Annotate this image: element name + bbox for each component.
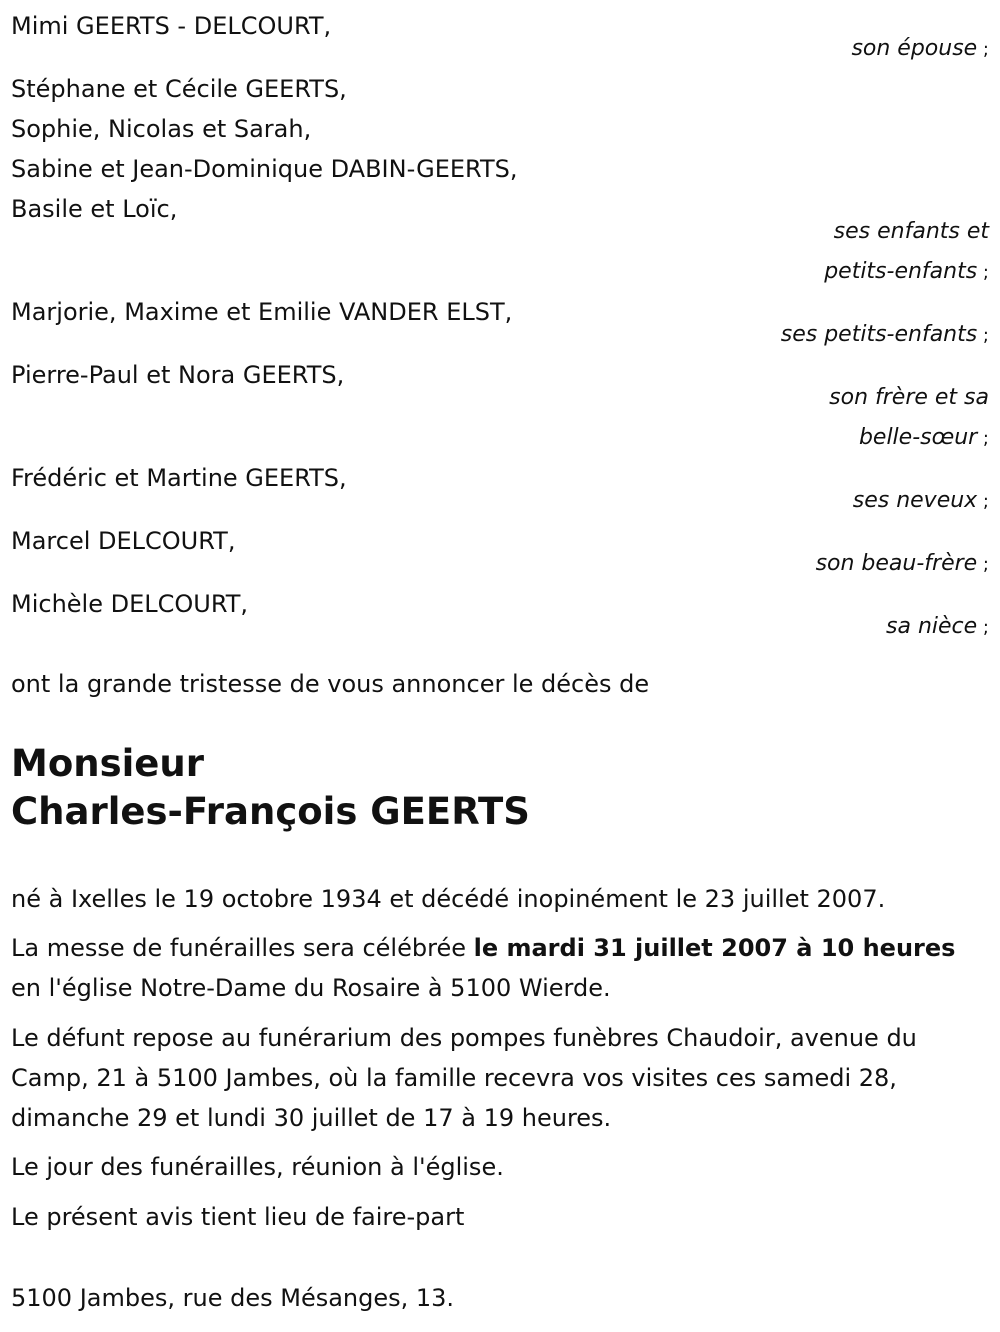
family-name-line: Sabine et Jean-Dominique DABIN-GEERTS, — [11, 155, 518, 183]
relation-label: son épouse ; — [851, 36, 989, 61]
family-name-line: Pierre-Paul et Nora GEERTS, — [11, 361, 345, 389]
announcement-text: ont la grande tristesse de vous annoncer le décès de — [11, 670, 650, 698]
relation-label: belle-sœur ; — [858, 425, 989, 450]
address-text: 5100 Jambes, rue des Mésanges, 13. — [11, 1284, 455, 1312]
relation-label: petits-enfants ; — [824, 259, 989, 284]
deceased-name: Charles-François GEERTS — [11, 790, 530, 833]
relation-label: ses petits-enfants ; — [780, 322, 989, 347]
funeral-day-text: Le jour des funérailles, réunion à l'église. — [11, 1153, 504, 1181]
deceased-name-block — [11, 740, 530, 836]
family-name-line: Michèle DELCOURT, — [11, 590, 249, 618]
relation-label: ses neveux ; — [852, 488, 989, 513]
deceased-title: Monsieur — [11, 742, 204, 785]
family-name-line: Marcel DELCOURT, — [11, 527, 236, 555]
family-name-line: Basile et Loïc, — [11, 195, 178, 223]
relation-label: son frère et sa — [829, 385, 989, 410]
family-name-line: Marjorie, Maxime et Emilie VANDER ELST, — [11, 298, 513, 326]
relation-label: ses enfants et — [833, 219, 989, 244]
family-name-line: Stéphane et Cécile GEERTS, — [11, 75, 347, 103]
mass-date-time: le mardi 31 juillet 2007 à 10 heures — [473, 934, 956, 962]
relation-label: sa nièce ; — [886, 614, 989, 639]
family-name-line: Frédéric et Martine GEERTS, — [11, 464, 347, 492]
mass-text: La messe de funérailles sera célébrée le mardi 31 juillet 2007 à 10 heures en l'église Notre-Dame du Rosaire à 5100 Wierde. — [11, 934, 956, 1002]
family-name-line: Sophie, Nicolas et Sarah, — [11, 115, 312, 143]
birth-death-text: né à Ixelles le 19 octobre 1934 et décédé inopinément le 23 juillet 2007. — [11, 885, 886, 913]
viewing-text: Le défunt repose au funérarium des pompes funèbres Chaudoir, avenue du Camp, 21 à 5100 Jambes, où la famille recevra vos visites ces samedi 28, dimanche 29 et lundi 30 juillet de 17 à 19 heures. — [11, 1024, 917, 1132]
notice-text: Le présent avis tient lieu de faire-part — [11, 1203, 465, 1231]
family-name-line: Mimi GEERTS - DELCOURT, — [11, 12, 332, 40]
relation-label: son beau-frère ; — [815, 551, 989, 576]
